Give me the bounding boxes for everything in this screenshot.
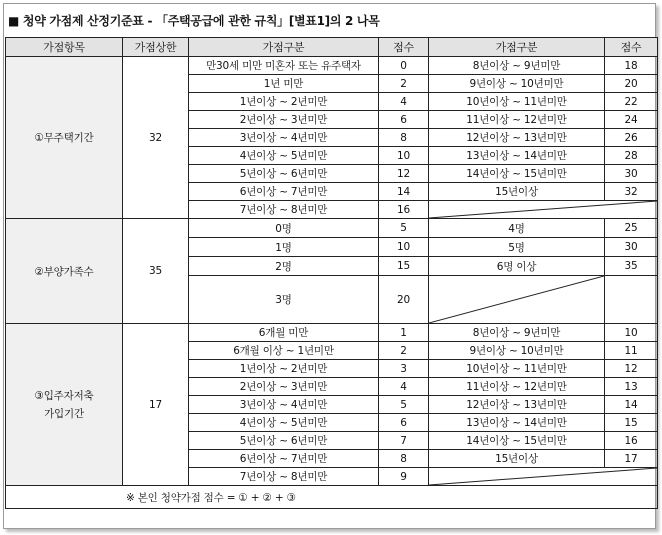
category-cell: 13년이상 ~ 14년미만: [429, 147, 605, 165]
category-cell: 9년이상 ~ 10년미만: [429, 342, 605, 360]
table-row: [6, 57, 658, 75]
score-cell: 9: [379, 468, 429, 486]
category-cell: 6명 이상: [429, 257, 605, 276]
category-cell: 11년이상 ~ 12년미만: [429, 378, 605, 396]
category-cell: 10년이상 ~ 11년미만: [429, 360, 605, 378]
header-category-left: 가점구분: [189, 38, 379, 57]
total-score-note: ※ 본인 청약가점 점수 = ① + ② + ③: [6, 486, 658, 509]
item-savings-line2: 가입기간: [44, 408, 84, 420]
empty-diagonal-cell: [429, 201, 658, 219]
score-cell: 0: [379, 57, 429, 75]
score-cell: 32: [605, 183, 658, 201]
item-dependents: ②부양가족수: [6, 219, 123, 324]
category-cell: 1년 미만: [189, 75, 379, 93]
score-cell: 35: [605, 257, 658, 276]
score-cell: 22: [605, 93, 658, 111]
empty-diagonal-cell: [429, 276, 605, 324]
score-cell: 24: [605, 111, 658, 129]
footer-row: [6, 486, 658, 509]
cap-homeless-period: 32: [123, 57, 189, 219]
score-cell: 10: [379, 147, 429, 165]
category-cell: 6년이상 ~ 7년미만: [189, 183, 379, 201]
table-row: [6, 324, 658, 342]
category-cell: 6개월 미만: [189, 324, 379, 342]
category-cell: 7년이상 ~ 8년미만: [189, 468, 379, 486]
header-cap: 가점상한: [123, 38, 189, 57]
score-cell: 2: [379, 75, 429, 93]
score-cell: 20: [605, 75, 658, 93]
score-cell: 25: [605, 219, 658, 238]
category-cell: 6개월 이상 ~ 1년미만: [189, 342, 379, 360]
score-cell: 28: [605, 147, 658, 165]
score-cell: 18: [605, 57, 658, 75]
score-cell: 14: [379, 183, 429, 201]
score-table: [5, 37, 658, 509]
table-row: [6, 219, 658, 238]
score-cell: 26: [605, 129, 658, 147]
category-cell: 10년이상 ~ 11년미만: [429, 93, 605, 111]
category-cell: 5년이상 ~ 6년미만: [189, 165, 379, 183]
header-score-right: 점수: [605, 38, 658, 57]
category-cell: 15년이상: [429, 183, 605, 201]
category-cell: 3명: [189, 276, 379, 324]
category-cell: 6년이상 ~ 7년미만: [189, 450, 379, 468]
empty-diagonal-cell: [429, 468, 658, 486]
category-cell: 14년이상 ~ 15년미만: [429, 432, 605, 450]
score-cell: 7: [379, 432, 429, 450]
category-cell: 8년이상 ~ 9년미만: [429, 57, 605, 75]
category-cell: 15년이상: [429, 450, 605, 468]
category-cell: 0명: [189, 219, 379, 238]
cap-savings-period: 17: [123, 324, 189, 486]
category-cell: 12년이상 ~ 13년미만: [429, 129, 605, 147]
category-cell: 8년이상 ~ 9년미만: [429, 324, 605, 342]
item-savings-period: [6, 324, 123, 486]
score-cell: 8: [379, 450, 429, 468]
score-cell: 5: [379, 396, 429, 414]
cap-dependents: 35: [123, 219, 189, 324]
score-cell: 12: [605, 360, 658, 378]
empty-score-cell: [605, 276, 658, 324]
item-savings-line1: ③입주자저축: [34, 390, 94, 402]
category-cell: 4명: [429, 219, 605, 238]
category-cell: 1년이상 ~ 2년미만: [189, 360, 379, 378]
score-cell: 1: [379, 324, 429, 342]
score-cell: 2: [379, 342, 429, 360]
category-cell: 3년이상 ~ 4년미만: [189, 129, 379, 147]
score-cell: 6: [379, 414, 429, 432]
category-cell: 1년이상 ~ 2년미만: [189, 93, 379, 111]
score-cell: 12: [379, 165, 429, 183]
category-cell: 4년이상 ~ 5년미만: [189, 147, 379, 165]
score-cell: 16: [605, 432, 658, 450]
category-cell: 3년이상 ~ 4년미만: [189, 396, 379, 414]
category-cell: 14년이상 ~ 15년미만: [429, 165, 605, 183]
score-cell: 10: [605, 324, 658, 342]
category-cell: 5년이상 ~ 6년미만: [189, 432, 379, 450]
score-cell: 30: [605, 165, 658, 183]
item-homeless-period: ①무주택기간: [6, 57, 123, 219]
header-score-left: 점수: [379, 38, 429, 57]
table-title: ■ 청약 가점제 산정기준표 - 「주택공급에 관한 규칙」[별표1]의 2 나목: [8, 14, 380, 28]
score-cell: 10: [379, 238, 429, 257]
score-cell: 11: [605, 342, 658, 360]
score-cell: 4: [379, 378, 429, 396]
score-cell: 15: [605, 414, 658, 432]
score-cell: 8: [379, 129, 429, 147]
score-cell: 5: [379, 219, 429, 238]
category-cell: 11년이상 ~ 12년미만: [429, 111, 605, 129]
category-cell: 5명: [429, 238, 605, 257]
category-cell: 9년이상 ~ 10년미만: [429, 75, 605, 93]
category-cell: 만30세 미만 미혼자 또는 유주택자: [189, 57, 379, 75]
category-cell: 4년이상 ~ 5년미만: [189, 414, 379, 432]
category-cell: 2년이상 ~ 3년미만: [189, 378, 379, 396]
category-cell: 2명: [189, 257, 379, 276]
score-cell: 15: [379, 257, 429, 276]
score-cell: 3: [379, 360, 429, 378]
score-cell: 13: [605, 378, 658, 396]
score-cell: 4: [379, 93, 429, 111]
category-cell: 1명: [189, 238, 379, 257]
category-cell: 7년이상 ~ 8년미만: [189, 201, 379, 219]
score-cell: 17: [605, 450, 658, 468]
header-category-right: 가점구분: [429, 38, 605, 57]
score-cell: 16: [379, 201, 429, 219]
category-cell: 2년이상 ~ 3년미만: [189, 111, 379, 129]
score-cell: 14: [605, 396, 658, 414]
score-cell: 20: [379, 276, 429, 324]
category-cell: 12년이상 ~ 13년미만: [429, 396, 605, 414]
score-cell: 30: [605, 238, 658, 257]
header-item: 가점항목: [6, 38, 123, 57]
score-cell: 6: [379, 111, 429, 129]
category-cell: 13년이상 ~ 14년미만: [429, 414, 605, 432]
